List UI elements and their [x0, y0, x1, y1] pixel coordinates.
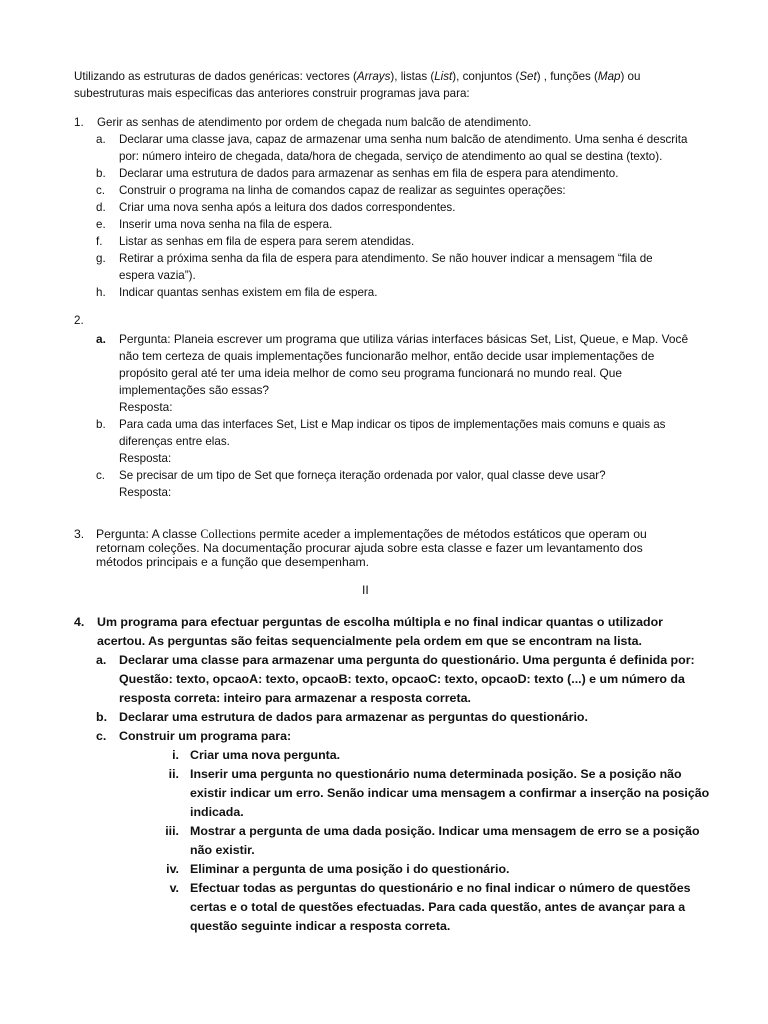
- question-1-item: [74, 233, 714, 250]
- question-2-b-line: Para cada uma das interfaces Set, List e Map indicar os tipos de implementações mais comuns e quais as: [119, 418, 666, 431]
- question-4-item: [74, 651, 714, 708]
- intro-line-2: subestruturas mais especificas das anteriores construir programas java para:: [74, 87, 470, 100]
- intro-line-1: Utilizando as estruturas de dados genéricas: vectores (Arrays), listas (List), conjuntos (Set) , funções (Map) ou: [74, 70, 641, 83]
- question-4-item-line: Construir um programa para:: [119, 729, 292, 743]
- question-1-item-line: Criar uma nova senha após a leitura dos dados correspondentes.: [119, 201, 456, 214]
- question-4-item-line: Questão: texto, opcaoA: texto, opcaoB: texto, opcaoC: texto, opcaoD: texto (...) e um número da: [119, 672, 685, 686]
- question-2-b-answer: Resposta:: [119, 452, 172, 465]
- question-4-sub-item-text: [190, 860, 714, 879]
- question-1-item-mark: f.: [96, 235, 103, 248]
- question-1-item-line: Declarar uma classe java, capaz de armazenar uma senha num balcão de atendimento. Uma senha é descrita: [119, 133, 688, 146]
- question-2-a-line: implementações são essas?: [119, 383, 270, 397]
- question-2: [74, 312, 714, 501]
- question-4-sub-item: [74, 822, 714, 860]
- question-1-item-text: [119, 284, 714, 301]
- question-4-sub-item-line: Efectuar todas as perguntas do questionário e no final indicar o número de questões: [190, 881, 691, 895]
- question-4-subitems: [74, 746, 714, 936]
- question-4-sub-item-line: indicada.: [190, 805, 244, 819]
- question-4-sub-item-line: certas e o total de questões efectuadas. Para cada questão, antes de avançar para a: [190, 900, 686, 914]
- question-4-item-mark: c.: [96, 729, 107, 743]
- question-4-item-line: Declarar uma estrutura de dados para armazenar as perguntas do questionário.: [119, 710, 588, 724]
- question-3-number: 3.: [74, 527, 85, 541]
- question-4-title-row: [74, 613, 714, 651]
- question-4-sub-item-mark: ii.: [168, 767, 179, 781]
- question-2-c-text: Se precisar de um tipo de Set que forneça iteração ordenada por valor, qual classe deve usar?: [119, 469, 606, 482]
- question-1-item-line: Construir o programa na linha de comandos capaz de realizar as seguintes operações:: [119, 184, 566, 197]
- question-1-item-mark: g.: [96, 252, 106, 265]
- question-4-item-text: [119, 727, 714, 746]
- question-3-line-3: métodos principais e a função que desempenham.: [96, 555, 370, 569]
- question-2-b-mark: b.: [96, 418, 106, 431]
- question-2-a-mark: a.: [96, 332, 106, 346]
- question-1-item: [74, 131, 714, 165]
- question-1-title: Gerir as senhas de atendimento por ordem de chegada num balcão de atendimento.: [97, 116, 532, 129]
- question-1-item-line: por: número inteiro de chegada, data/hora de chegada, serviço de atendimento ao qual se destina (texto).: [119, 150, 663, 163]
- question-1-item-text: [119, 182, 714, 199]
- question-4-sub-item-mark: iv.: [166, 862, 179, 876]
- question-4-title-line: Um programa para efectuar perguntas de escolha múltipla e no final indicar quantas o utilizador: [97, 615, 663, 629]
- question-1-item: [74, 199, 714, 216]
- question-4-sub-item-line: Criar uma nova pergunta.: [190, 748, 341, 762]
- question-1: [74, 114, 714, 301]
- question-1-item: [74, 284, 714, 301]
- question-4-sub-item-text: [190, 765, 714, 822]
- question-4-title-line: acertou. As perguntas são feitas sequencialmente pela ordem em que se encontram na lista.: [97, 634, 642, 648]
- question-4-item-line: Declarar uma classe para armazenar uma pergunta do questionário. Uma pergunta é definida por:: [119, 653, 695, 667]
- question-4-item: [74, 727, 714, 746]
- question-4-sub-item: [74, 860, 714, 879]
- question-4-sub-item-line: Inserir uma pergunta no questionário numa determinada posição. Se a posição não: [190, 767, 682, 781]
- question-1-title-row: [74, 114, 714, 131]
- question-2-number: 2.: [74, 314, 84, 327]
- question-1-items: [74, 131, 714, 301]
- question-2-b-text: [119, 416, 714, 450]
- question-2-a-line: não tem certeza de quais implementações funcionarão melhor, então decide usar implementações de: [119, 349, 655, 363]
- question-2-item-c: [74, 467, 714, 501]
- question-1-item-text: [119, 250, 714, 284]
- section-marker: II: [362, 583, 369, 597]
- question-4-number: 4.: [74, 615, 85, 629]
- question-2-b-line: diferenças entre elas.: [119, 435, 230, 448]
- question-4-sub-item-mark: v.: [169, 881, 179, 895]
- question-2-number-row: [74, 312, 714, 329]
- question-4: [74, 613, 714, 936]
- question-3: [74, 527, 714, 569]
- question-1-item-line: espera vazia”).: [119, 269, 196, 282]
- list-term: List: [434, 70, 453, 83]
- question-1-item-line: Retirar a próxima senha da fila de espera para atendimento. Se não houver indicar a mensagem “fila de: [119, 252, 653, 265]
- question-1-item-mark: h.: [96, 286, 106, 299]
- question-4-sub-item-mark: iii.: [165, 824, 179, 838]
- question-4-sub-item-text: [190, 879, 714, 936]
- question-1-item-mark: a.: [96, 133, 106, 146]
- question-2-a-text: [119, 331, 714, 399]
- question-2-item-b: [74, 416, 714, 467]
- question-4-items: [74, 651, 714, 746]
- question-2-a-line: propósito geral até ter uma ideia melhor de como seu programa funcionará no mundo real. Que: [119, 366, 622, 380]
- question-4-item-text: [119, 651, 714, 708]
- question-4-sub-item-line: não existir.: [190, 843, 255, 857]
- question-1-item-line: Inserir uma nova senha na fila de espera.: [119, 218, 333, 231]
- question-1-item-line: Listar as senhas em fila de espera para serem atendidas.: [119, 235, 415, 248]
- question-4-item-text: [119, 708, 714, 727]
- map-term: Map: [597, 70, 621, 83]
- question-4-title: [97, 613, 714, 651]
- arrays-term: Arrays: [356, 70, 391, 83]
- question-1-item-text: [119, 216, 714, 233]
- question-1-item-text: [119, 233, 714, 250]
- question-1-item-line: Indicar quantas senhas existem em fila de espera.: [119, 286, 378, 299]
- question-4-item: [74, 708, 714, 727]
- question-1-item-text: [119, 165, 714, 182]
- question-1-item-text: [119, 131, 714, 165]
- question-3-text: [96, 527, 714, 569]
- question-1-item-text: [119, 199, 714, 216]
- question-4-sub-item: [74, 765, 714, 822]
- question-2-c-mark: c.: [96, 469, 106, 482]
- question-4-item-line: resposta correta: inteiro para armazenar a resposta correta.: [119, 691, 471, 705]
- question-4-sub-item-line: questão seguinte indicar a resposta correta.: [190, 919, 451, 933]
- set-term: Set: [519, 70, 537, 83]
- question-1-item-line: Declarar uma estrutura de dados para armazenar as senhas em fila de espera para atendimento.: [119, 167, 619, 180]
- intro-paragraph: [74, 68, 714, 102]
- question-4-item-mark: a.: [96, 653, 107, 667]
- question-2-item-a: [74, 331, 714, 416]
- question-1-item: [74, 250, 714, 284]
- question-4-item-mark: b.: [96, 710, 108, 724]
- question-4-sub-item-mark: i.: [172, 748, 179, 762]
- question-3-line-2: retornam coleções. Na documentação procurar ajuda sobre esta classe e fazer um levantamento dos: [96, 541, 643, 555]
- question-3-line-1: Pergunta: A classe Collections permite aceder a implementações de métodos estáticos que operam ou: [96, 527, 647, 541]
- question-1-item: [74, 182, 714, 199]
- question-1-item-mark: e.: [96, 218, 106, 231]
- question-1-item-mark: b.: [96, 167, 106, 180]
- question-3-row: [74, 527, 714, 569]
- question-4-sub-item-line: existir indicar um erro. Senão indicar uma mensagem a confirmar a inserção na posição: [190, 786, 710, 800]
- question-2-a-answer: Resposta:: [119, 400, 173, 414]
- question-4-sub-item: [74, 879, 714, 936]
- question-1-number: 1.: [74, 116, 84, 129]
- collections-term: Collections: [200, 527, 256, 541]
- question-1-item: [74, 216, 714, 233]
- question-4-sub-item-text: [190, 746, 714, 765]
- question-2-a-line: Pergunta: Planeia escrever um programa que utiliza várias interfaces básicas Set, List, Queue, e Map. Você: [119, 332, 689, 346]
- question-4-sub-item: [74, 746, 714, 765]
- question-1-item-mark: d.: [96, 201, 106, 214]
- question-4-sub-item-line: Mostrar a pergunta de uma dada posição. Indicar uma mensagem de erro se a posição: [190, 824, 700, 838]
- question-1-item-mark: c.: [96, 184, 106, 197]
- question-4-sub-item-line: Eliminar a pergunta de uma posição i do questionário.: [190, 862, 510, 876]
- question-4-sub-item-text: [190, 822, 714, 860]
- question-2-c-answer: Resposta:: [119, 486, 172, 499]
- question-1-item: [74, 165, 714, 182]
